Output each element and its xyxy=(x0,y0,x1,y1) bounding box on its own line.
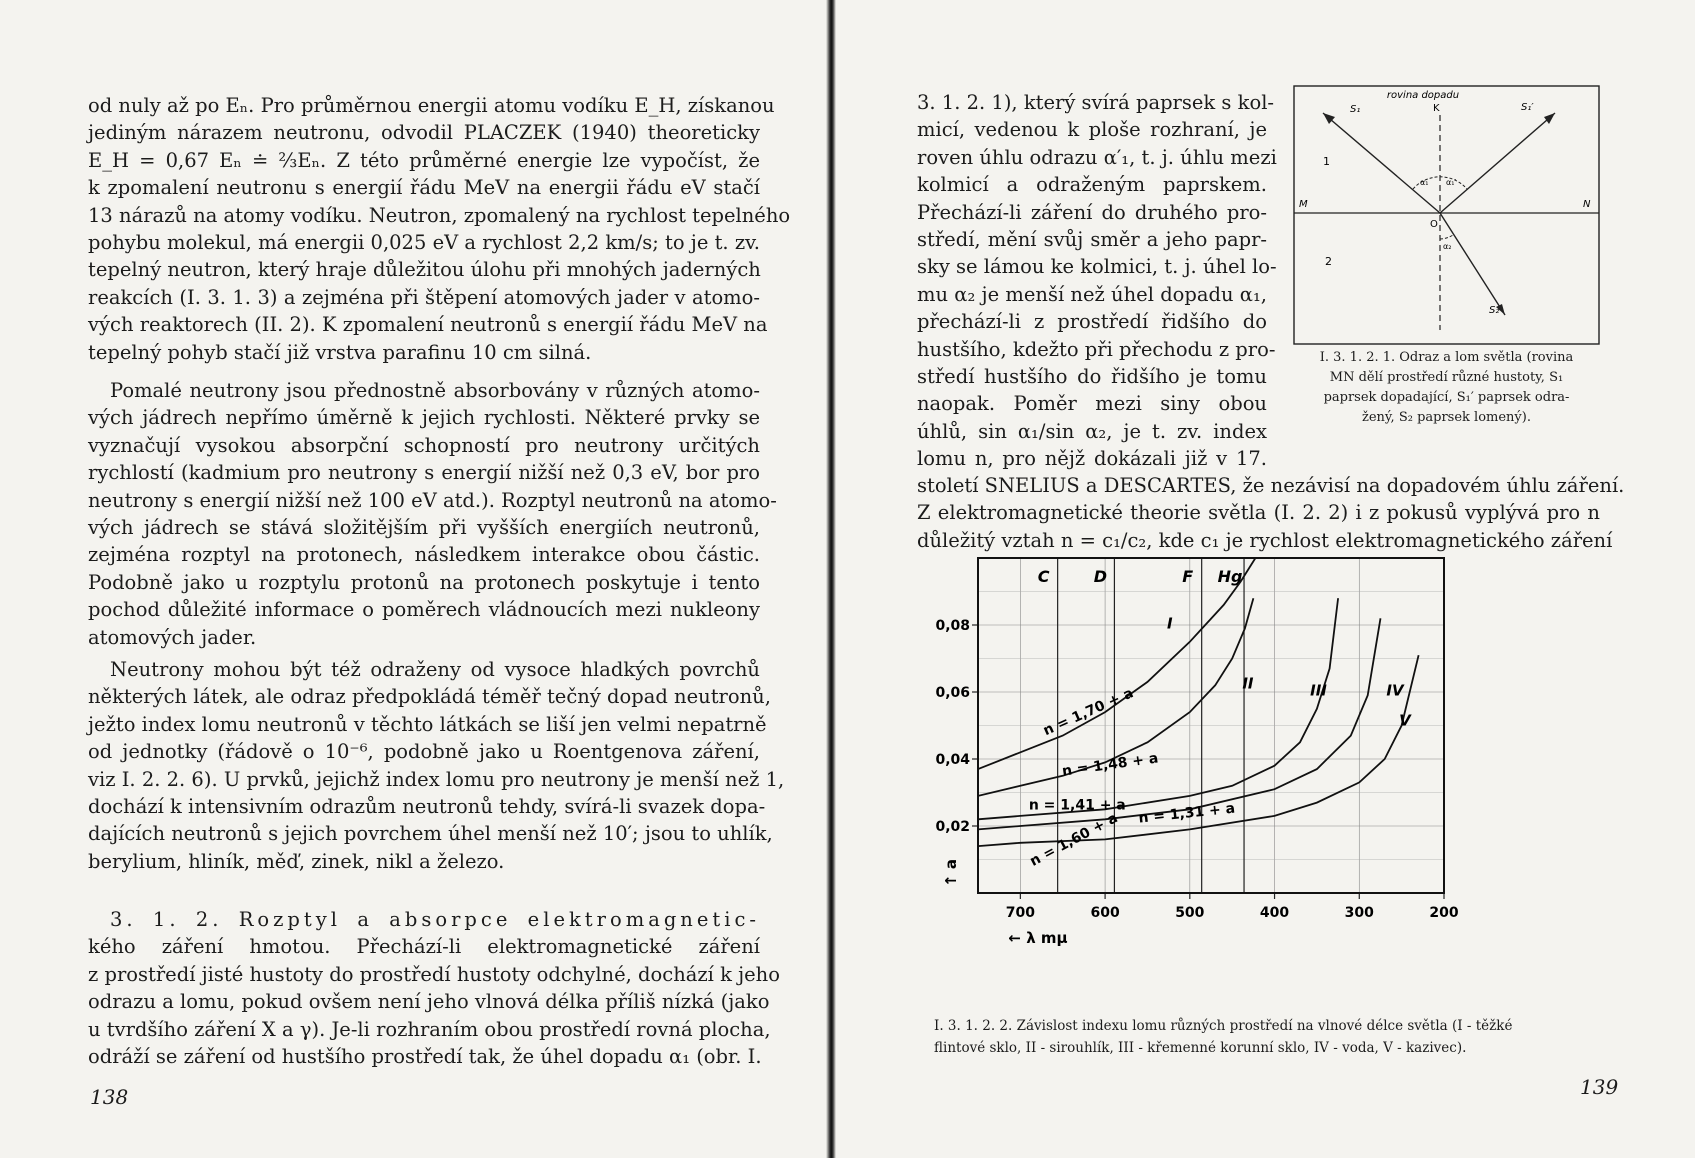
ray-incident xyxy=(1323,113,1440,213)
index-formula-annotation: n = 1,60 + a xyxy=(1027,810,1121,870)
label-alpha1: α₁ xyxy=(1420,178,1429,187)
series-label-IV: IV xyxy=(1386,681,1404,700)
text-line: přechází-li z prostředí řidšího do xyxy=(917,310,1267,334)
paragraph-neutron-energy xyxy=(88,92,791,366)
caption-line: žený, S₂ paprsek lomený). xyxy=(1362,410,1531,425)
ray-reflected xyxy=(1440,113,1555,213)
text-line: Pomalé neutrony jsou přednostně absorbovány v různých atomo- xyxy=(110,379,760,402)
text-line: odráží se záření od hustšího prostředí tak, že úhel dopadu α₁ (obr. I. xyxy=(88,1045,762,1069)
text-line: viz I. 2. 2. 6). U prvků, jejichž index lomu pro neutrony je menší než 1, xyxy=(88,767,785,791)
x-tick-label: 700 xyxy=(1005,905,1035,921)
text-line: středí, mění svůj směr a jeho papr- xyxy=(917,228,1267,252)
book-gutter xyxy=(826,0,836,1158)
text-line: vých reaktorech (II. 2). K zpomalení neutronů s energií řádu MeV na xyxy=(88,313,768,337)
text-line: jediným nárazem neutronu, odvodil PLACZEK (1940) theoreticky xyxy=(88,121,760,145)
label-k: K xyxy=(1433,103,1440,114)
text-line: dajících neutronů s jejich povrchem úhel menší než 10′; jsou to uhlík, xyxy=(88,822,773,846)
page-number-right: 139 xyxy=(1580,1075,1619,1099)
text-line: Podobně jako u rozptylu protonů na protonech poskytuje i tento xyxy=(88,570,760,594)
text-line: středí hustšího do řidšího je tomu xyxy=(917,365,1267,389)
series-line-III xyxy=(978,598,1338,819)
text-line: atomových jader. xyxy=(88,625,257,649)
text-line: 13 nárazů na atomy vodíku. Neutron, zpomalený na rychlost tepelného xyxy=(88,203,791,227)
x-tick-label: 300 xyxy=(1344,905,1374,921)
text-line: století SNELIUS a DESCARTES, že nezávisí na dopadovém úhlu záření. xyxy=(917,474,1625,497)
text-line: sky se lámou ke kolmici, t. j. úhel lo- xyxy=(917,255,1277,279)
label-medium-2: 2 xyxy=(1325,255,1332,268)
text-line: hustšího, kdežto při přechodu z pro- xyxy=(917,337,1276,361)
text-line: dochází k intensivním odrazům neutronů tehdy, svírá-li svazek dopa- xyxy=(88,795,766,819)
x-axis-label: ← λ mμ xyxy=(1008,929,1068,947)
index-formula-annotation: n = 1,41 + a xyxy=(1028,797,1126,814)
paragraph-reflection-refraction xyxy=(917,89,1277,473)
figure-1-caption xyxy=(1293,348,1600,428)
label-n: N xyxy=(1583,199,1591,210)
caption-line: I. 3. 1. 2. 2. Závislost indexu lomu různých prostředí na vlnové délce světla (I - těžké xyxy=(934,1018,1513,1034)
right-page xyxy=(838,0,1695,1158)
paragraph-section-3-1-2 xyxy=(88,906,780,1070)
text-line: tepelný neutron, který hraje důležitou úlohu při mnohých jaderných xyxy=(88,258,761,282)
text-line: reakcích (I. 3. 1. 3) a zejména při štěpení atomových jader v atomo- xyxy=(88,285,760,309)
text-line: E_H = 0,67 Eₙ ≐ ⅔Eₙ. Z této průměrné energie lze vypočíst, že xyxy=(88,148,760,172)
text-line: některých látek, ale odraz předpokládá téměř tečný dopad neutronů, xyxy=(88,685,771,709)
label-s1-prime: S₁′ xyxy=(1521,102,1534,113)
text-line: Neutrony mohou být též odraženy od vysoce hladkých povrchů xyxy=(110,658,760,681)
index-formula-annotation: n = 1,48 + a xyxy=(1061,750,1160,780)
text-line: naopak. Poměr mezi siny obou xyxy=(917,392,1267,416)
text-line: pochod důležité informace o poměrech vládnoucích mezi nukleony xyxy=(88,598,760,622)
text-line: úhlů, sin α₁/sin α₂, je t. zv. index xyxy=(917,419,1267,443)
y-axis-label: ↑ a xyxy=(942,859,960,887)
text-line: kého záření hmotou. Přechází-li elektromagnetické záření xyxy=(88,935,760,959)
text-line: 3. 1. 2. 1), který svírá paprsek s kol- xyxy=(917,91,1275,114)
left-page xyxy=(0,0,828,1158)
text-line: Z elektromagnetické theorie světla (I. 2. 2) i z pokusů vyplývá pro n xyxy=(917,501,1600,525)
text-line: od nuly až po Eₙ. Pro průměrnou energii atomu vodíku E_H, získanou xyxy=(88,94,775,117)
chart-caption xyxy=(934,1015,1634,1059)
spectral-line-label: C xyxy=(1037,567,1050,586)
index-formula-annotation: n = 1,31 + a xyxy=(1137,800,1236,827)
spectral-line-label: F xyxy=(1182,567,1194,586)
angle-arc-lower xyxy=(1440,235,1453,239)
label-medium-1: 1 xyxy=(1323,155,1330,168)
x-tick-label: 500 xyxy=(1175,905,1205,921)
series-label-I: I xyxy=(1166,614,1173,633)
paragraph-slow-neutrons xyxy=(88,377,777,651)
text-line: mu α₂ je menší než úhel dopadu α₁, xyxy=(917,282,1267,306)
text-line: roven úhlu odrazu α′₁, t. j. úhlu mezi xyxy=(917,145,1277,169)
caption-line: I. 3. 1. 2. 1. Odraz a lom světla (rovina xyxy=(1319,350,1574,365)
text-line: odrazu a lomu, pokud ovšem není jeho vlnová délka příliš nízká (jako xyxy=(88,990,770,1014)
series-label-V: V xyxy=(1399,711,1411,730)
text-line: z prostředí jisté hustoty do prostředí hustoty odchylné, dochází k jeho xyxy=(88,962,780,986)
text-line: od jednotky (řádově o 10⁻⁶, podobně jako u Roentgenova záření, xyxy=(88,740,760,764)
y-tick-label: 0,08 xyxy=(935,618,970,634)
y-tick-label: 0,02 xyxy=(935,819,970,835)
y-tick-label: 0,04 xyxy=(935,752,970,768)
page-number-left: 138 xyxy=(90,1085,129,1109)
paragraph-snelius-descartes xyxy=(917,472,1625,554)
figure-frame xyxy=(1294,86,1599,344)
ray-refracted xyxy=(1440,213,1505,315)
label-s1: S₁ xyxy=(1350,104,1361,115)
figure-reflection-refraction xyxy=(1293,85,1600,345)
arrow-reflected xyxy=(1544,113,1555,124)
label-s2: S₂ xyxy=(1489,305,1500,316)
x-tick-label: 200 xyxy=(1429,905,1459,921)
text-line: rychlostí (kadmium pro neutrony s energií nižší než 0,3 eV, bor pro xyxy=(88,461,760,485)
spectral-line-label: D xyxy=(1093,567,1108,586)
label-alpha1-prime: α₁′ xyxy=(1446,178,1457,187)
y-tick-label: 0,06 xyxy=(935,685,970,701)
index-formula-annotation: n = 1,70 + a xyxy=(1040,685,1136,740)
text-line: u tvrdšího záření X a γ). Je-li rozhraním obou prostředí rovná plocha, xyxy=(88,1017,771,1041)
paragraph-neutron-reflection xyxy=(88,656,785,875)
text-line: lomu n, pro nějž dokázali již v 17. xyxy=(917,447,1267,471)
caption-line: paprsek dopadající, S₁′ paprsek odra- xyxy=(1323,390,1570,405)
text-line: 3. 1. 2. Rozptyl a absorpce elektromagnetic- xyxy=(110,908,760,931)
label-m: M xyxy=(1299,199,1308,210)
text-line: Přechází-li záření do druhého pro- xyxy=(917,200,1267,224)
x-tick-label: 400 xyxy=(1259,905,1290,921)
caption-line: MN dělí prostředí různé hustoty, S₁ xyxy=(1329,370,1564,385)
text-line: k zpomalení neutronu s energií řádu MeV na energii řádu eV stačí xyxy=(88,176,760,200)
text-line: vyznačují vysokou absorpční schopností pro neutrony určitých xyxy=(88,433,760,457)
text-line: důležitý vztah n = c₁/c₂, kde c₁ je rychlost elektromagnetického záření xyxy=(917,528,1613,552)
text-line: micí, vedenou k ploše rozhraní, je xyxy=(917,118,1267,142)
label-o: O xyxy=(1430,219,1438,230)
refractive-index-chart xyxy=(908,548,1508,1018)
text-line: pohybu molekul, má energii 0,025 eV a rychlost 2,2 km/s; to je t. zv. xyxy=(88,231,760,255)
text-line: berylium, hliník, měď, zinek, nikl a železo. xyxy=(88,849,505,873)
spectral-line-label: Hg xyxy=(1217,567,1243,586)
x-tick-label: 600 xyxy=(1090,905,1120,921)
text-line: vých jádrech nepřímo úměrně k jejich rychlosti. Některé prvky se xyxy=(88,406,760,430)
text-line: vých jádrech se stává složitějším při vyšších energiích neutronů, xyxy=(88,516,760,540)
series-label-III: III xyxy=(1310,681,1327,700)
label-alpha2: α₂ xyxy=(1443,242,1452,251)
series-label-II: II xyxy=(1242,674,1254,693)
text-line: ježto index lomu neutronů v těchto látkách se liší jen velmi nepatrně xyxy=(88,712,767,736)
text-line: zejména rozptyl na protonech, následkem interakce obou částic. xyxy=(88,543,760,567)
caption-line: flintové sklo, II - sirouhlík, III - křemenné korunní sklo, IV - voda, V - kazivec). xyxy=(934,1040,1467,1056)
figure-title: rovina dopadu xyxy=(1386,90,1460,101)
text-line: tepelný pohyb stačí již vrstva parafinu 10 cm silná. xyxy=(88,340,592,364)
text-line: neutrony s energií nižší než 100 eV atd.). Rozptyl neutronů na atomo- xyxy=(88,488,777,512)
text-line: kolmicí a odraženým paprskem. xyxy=(917,173,1267,197)
